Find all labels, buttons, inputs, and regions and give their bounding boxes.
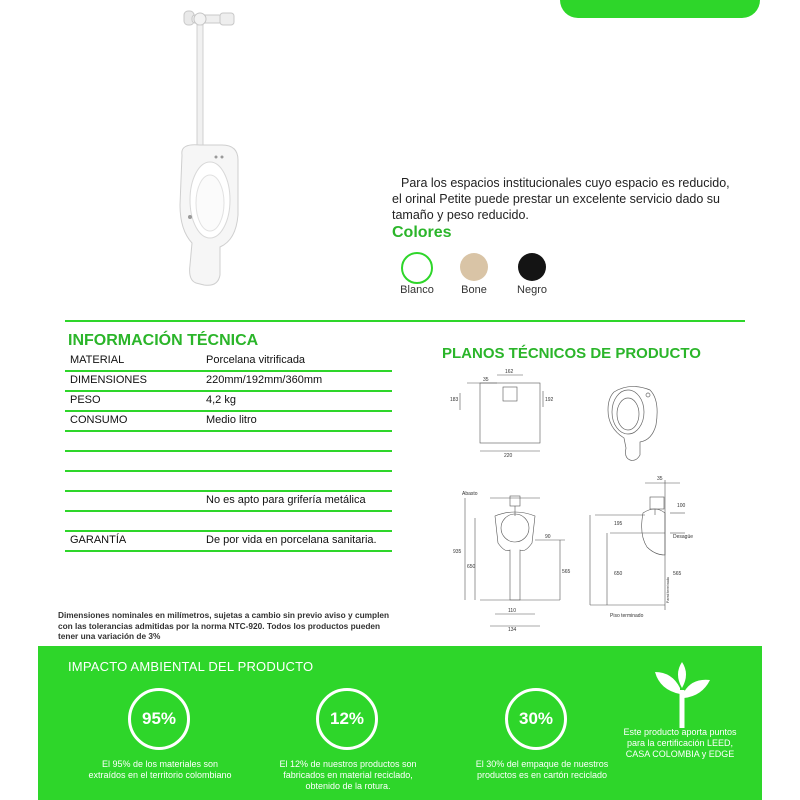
technical-info-title: INFORMACIÓN TÉCNICA <box>68 332 259 349</box>
plan-side-dim: 100 <box>677 503 686 509</box>
plan-front-dim: 110 <box>508 608 516 614</box>
impact-title: IMPACTO AMBIENTAL DEL PRODUCTO <box>68 659 314 674</box>
spec-row-divider <box>65 550 392 552</box>
section-divider <box>65 320 745 322</box>
spec-value-material: Porcelana vitrificada <box>206 354 306 366</box>
spec-label-weight: PESO <box>70 394 101 406</box>
spec-row-divider <box>65 430 392 432</box>
spec-row-divider <box>65 530 392 532</box>
header-accent-tab <box>560 0 760 18</box>
plan-side-label: Pared terminada <box>666 577 670 603</box>
impact-stat-text: El 30% del empaque de nuestros productos es en cartón reciclado <box>475 759 609 780</box>
plan-side-label: Piso terminado <box>610 613 644 619</box>
plans-title: PLANOS TÉCNICOS DE PRODUCTO <box>442 345 701 362</box>
urinal-product-image <box>170 5 250 290</box>
spec-label-dimensions: DIMENSIONES <box>70 374 148 386</box>
sprout-icon <box>650 660 714 728</box>
color-label-white: Blanco <box>400 284 434 296</box>
plan-top-dim: 35 <box>483 377 489 383</box>
color-swatch-black[interactable] <box>518 253 546 281</box>
plan-top-view <box>445 365 565 460</box>
plan-front-label: Abasto <box>462 491 478 497</box>
plan-side-dim: 195 <box>614 521 623 527</box>
product-description: Para los espacios institucionales cuyo espacio es reducido, el orinal Petite puede prestar un excelente servicio dado su tamaño y peso reducido. <box>392 176 730 222</box>
spec-value-warranty: De por vida en porcelana sanitaria. <box>206 534 377 546</box>
plan-side-dim: 35 <box>657 476 663 482</box>
spec-row-divider <box>65 370 392 372</box>
impact-stat-circle: 95% <box>128 688 190 750</box>
plan-front-dim: 935 <box>453 549 462 555</box>
plan-front-view <box>450 488 580 633</box>
spec-value-note: No es apto para grifería metálica <box>206 494 366 506</box>
spec-row-divider <box>65 410 392 412</box>
color-swatch-bone[interactable] <box>460 253 488 281</box>
spec-row-divider <box>65 390 392 392</box>
spec-value-dimensions: 220mm/192mm/360mm <box>206 374 323 386</box>
spec-label-warranty: GARANTÍA <box>70 534 127 546</box>
impact-stat-text: El 95% de los materiales son extraídos en el territorio colombiano <box>88 759 232 780</box>
plan-side-view <box>585 475 700 620</box>
plan-top-dim: 183 <box>450 397 459 403</box>
plan-side-dim: 565 <box>673 571 682 577</box>
color-label-bone: Bone <box>461 284 487 296</box>
plan-urinal-sketch <box>600 380 665 465</box>
spec-row-divider <box>65 470 392 472</box>
spec-label-material: MATERIAL <box>70 354 125 366</box>
color-label-black: Negro <box>517 284 547 296</box>
plan-top-dim: 192 <box>545 397 554 403</box>
color-swatch-white[interactable] <box>401 252 433 284</box>
plan-side-dim: 650 <box>614 571 623 577</box>
spec-row-divider <box>65 490 392 492</box>
plan-front-dim: 90 <box>545 534 551 540</box>
plan-top-dim: 220 <box>504 453 513 459</box>
impact-stat-circle: 30% <box>505 688 567 750</box>
spec-row-divider <box>65 450 392 452</box>
colors-title: Colores <box>392 224 452 241</box>
impact-stat-text: El 12% de nuestros productos son fabricados en material reciclado, obtenido de la rotura. <box>279 759 417 791</box>
dimensions-note: Dimensiones nominales en milímetros, sujetas a cambio sin previo aviso y cumplen con las tolerancias admitidas por la norma NTC-920. Todos los productos pueden tener una variación de 3% <box>58 610 390 641</box>
impact-stat-circle: 12% <box>316 688 378 750</box>
spec-label-consumption: CONSUMO <box>70 414 128 426</box>
spec-value-weight: 4,2 kg <box>206 394 236 406</box>
spec-value-consumption: Medio litro <box>206 414 257 426</box>
spec-row-divider <box>65 510 392 512</box>
plan-front-dim: 650 <box>467 564 476 570</box>
plan-front-dim: 565 <box>562 569 571 575</box>
certification-text: Este producto aporta puntos para la certificación LEED, CASA COLOMBIA y EDGE <box>623 727 737 759</box>
plan-side-label: Desagüe <box>673 534 694 540</box>
plan-top-dim: 162 <box>505 369 514 375</box>
plan-front-dim: 134 <box>508 627 517 633</box>
